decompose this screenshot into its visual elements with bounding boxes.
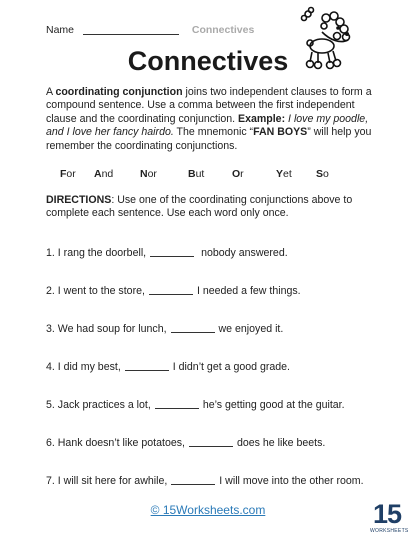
- conjunction-so: So: [316, 168, 329, 180]
- question-6: 6. Hank doesn’t like potatoes, does he like beets.: [46, 437, 326, 449]
- poodle-icon: [300, 6, 356, 72]
- answer-blank[interactable]: [149, 294, 193, 295]
- conjunction-and: And: [94, 168, 114, 180]
- conjunction-for: For: [60, 168, 76, 180]
- answer-blank[interactable]: [150, 256, 194, 257]
- conjunction-nor: Nor: [140, 168, 157, 180]
- intro-text-4: ” will help you remember the coordinating conjunctions.: [46, 126, 372, 152]
- answer-blank[interactable]: [155, 408, 199, 409]
- mnemonic-fanboys: FAN BOYS: [253, 126, 308, 139]
- logo-number: 15: [372, 499, 402, 529]
- question-3: 3. We had soup for lunch, we enjoyed it.: [46, 323, 284, 335]
- name-blank-line[interactable]: [83, 34, 179, 35]
- answer-blank[interactable]: [125, 370, 169, 371]
- intro-text-2: joins two independent clauses to form a compound sentence. Use a comma between the first independent clause and the coordinating conjunction.: [46, 86, 372, 125]
- question-1: 1. I rang the doorbell, nobody answered.: [46, 247, 288, 259]
- intro-text-3: The mnemonic “: [173, 126, 254, 139]
- logo-text: WORKSHEETS: [370, 528, 409, 534]
- worksheets-logo: [370, 499, 409, 536]
- directions-label: DIRECTIONS: [46, 194, 112, 206]
- conjunction-but: But: [188, 168, 205, 180]
- intro-text-1: A: [46, 86, 56, 98]
- conjunction-or: Or: [232, 168, 244, 180]
- question-4: 4. I did my best, I didn’t get a good grade.: [46, 361, 290, 373]
- directions-text: : Use one of the coordinating conjunctions above to complete each sentence. Use each word only once.: [46, 194, 353, 220]
- answer-blank[interactable]: [171, 332, 215, 333]
- example-text: I love my poodle, and I love her fancy hairdo.: [46, 112, 369, 139]
- conjunction-yet: Yet: [276, 168, 292, 180]
- topic-label: Connectives: [191, 24, 255, 36]
- question-2: 2. I went to the store, I needed a few things.: [46, 285, 301, 297]
- question-5: 5. Jack practices a lot, he’s getting good at the guitar.: [46, 399, 345, 411]
- directions-paragraph: [46, 194, 378, 221]
- answer-blank[interactable]: [171, 484, 215, 485]
- intro-paragraph: [46, 86, 378, 153]
- question-7: 7. I will sit here for awhile, I will move into the other room.: [46, 475, 364, 487]
- fanboys-list: [46, 168, 378, 180]
- footer-copyright[interactable]: © 15Worksheets.com: [150, 503, 266, 517]
- answer-blank[interactable]: [189, 446, 233, 447]
- name-label: Name: [46, 24, 75, 36]
- example-label: Example:: [238, 112, 286, 125]
- term-coordinating-conjunction: coordinating conjunction: [55, 86, 183, 98]
- name-row: [46, 24, 254, 36]
- page-title: Connectives: [127, 46, 289, 76]
